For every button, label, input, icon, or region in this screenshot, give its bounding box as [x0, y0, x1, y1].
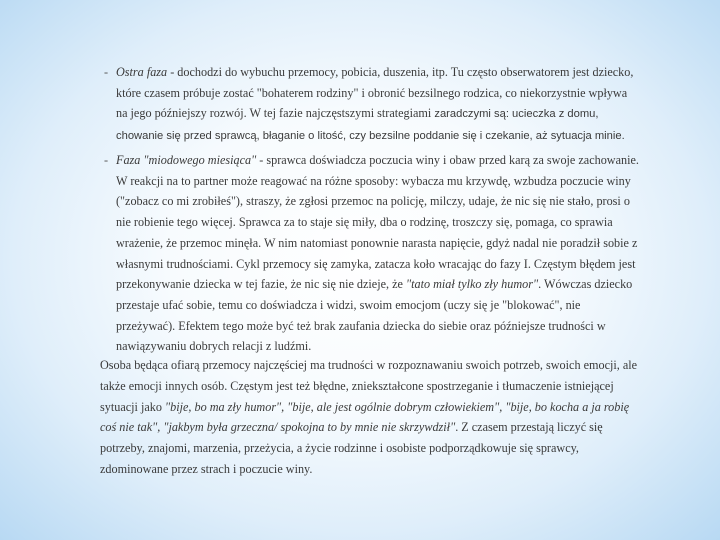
- bullet-honeymoon-phase: [104, 150, 640, 357]
- bullet-term: Faza "miodowego miesiąca": [116, 153, 257, 167]
- bullet-text-sans: zaradczymi są: ucieczka z domu, chowanie się przed sprawcą, błaganie o litość, czy bezsilne poddanie się i czekanie, aż sytuacja minie.: [116, 108, 625, 142]
- bullet-quote: "tato miał tylko zły humor": [405, 277, 539, 292]
- bullet-acute-phase: [104, 62, 640, 146]
- bullet-text: - sprawca doświadcza poczucia winy i obaw przed karą za swoje zachowanie. W reakcji na to partner może reagować na różne sposoby: wybacza mu krzywdę, wzbudza poczucie winy ("zobacz co mi zrobiłeś"), straszy, że zgłosi przemoc na policję, milczy, udaje, że nic się nie stało, prosi o nie robienie tego więcej. Sprawca za to staje się miły, dba o rodzinę, troszczy się, pomaga, co sprawia wrażenie, że przemoc minęła. W nim natomiast ponownie narasta napięcie, gdyż nadal nie poradził sobie z własnymi trudnościami. Cykl przemocy się zamyka, zatacza koło wracając do fazy I. Częstym błędem jest przekonywanie dziecka w tej fazie, że nic się nie dzieje, że: [116, 153, 639, 292]
- bullet-dash: -: [104, 153, 109, 167]
- bullet-dash: -: [104, 65, 109, 79]
- paragraph-quotes: "bije, bo ma zły humor", "bije, ale jest ogólnie dobrym człowiekiem", "bije, bo kocha a ja robię coś nie tak", "jakbym była grzeczna/ spokojna to by mnie nie skrzywdził": [100, 399, 630, 435]
- paragraph-text-end: . Z czasem przestają liczyć się potrzeby, znajomi, marzenia, przeżycia, a życie rodzinne i osobiste podporządkowuje się sprawcy, zdominowane przez strach i poczucie winy.: [100, 420, 603, 476]
- bullet-text: - dochodzi do wybuchu przemocy, pobicia, duszenia, itp. Tu często obserwatorem jest dziecko, które czasem próbuje zostać "bohaterem rodziny" i obronić bezsilnego rodzica, co niekorzystnie wpływa na jego późniejszy rozwój. W tej fazie najczęstszymi strategiami: [116, 65, 634, 120]
- paragraph-text: Osoba będąca ofiarą przemocy najczęściej ma trudności w rozpoznawaniu swoich potrzeb, swoich emocji, ale także emocji innych osób. Częstym jest też błędne, zniekształcone spostrzeganie i tłumaczenie istniejącej sytuacji jako: [100, 358, 638, 414]
- bullet-text-end: . Wówczas dziecko przestaje ufać sobie, temu co doświadcza i widzi, swoim emocjom (uczy się je "blokować", nie przeżywać). Efektem tego może być też brak zaufania dziecka do siebie oraz późniejsze trudności w nawiązywaniu dobrych relacji z ludźmi.: [116, 277, 633, 354]
- closing-paragraph: [100, 355, 640, 480]
- bullet-term: Ostra faza: [116, 65, 168, 79]
